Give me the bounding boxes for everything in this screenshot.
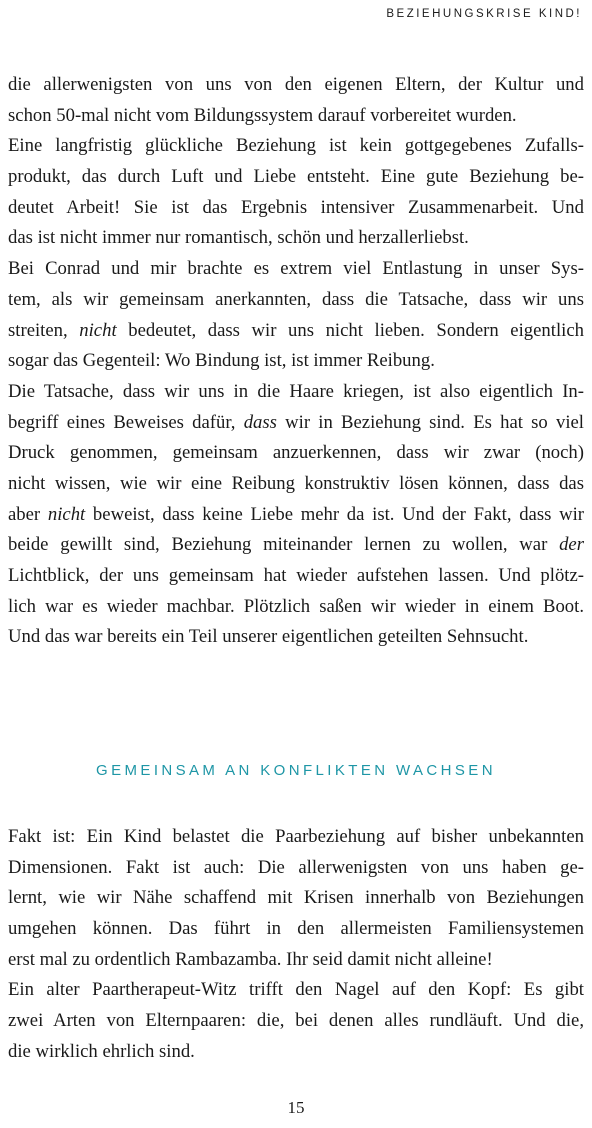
- text-line: [8, 408, 584, 439]
- text-line: erst mal zu ordentlich Rambazamba. Ihr seid damit nicht alleine!: [8, 948, 493, 970]
- text-line: lernt, wie wir Nähe schaffend mit Krisen innerhalb von Beziehungen: [8, 887, 584, 909]
- line-text-after: bedeutet, dass wir uns nicht lieben. Sondern eigentlich: [116, 319, 584, 341]
- emphasized-word: nicht: [47, 503, 86, 525]
- text-line: die wirklich ehrlich sind.: [8, 1040, 195, 1062]
- text-line: [8, 316, 584, 347]
- text-line: Bei Conrad und mir brachte es extrem viel Entlastung in unser Sys-: [8, 258, 584, 280]
- body-text-block-1: [8, 70, 584, 653]
- running-header: BEZIEHUNGSKRISE KIND!: [386, 8, 582, 20]
- emphasized-word: der: [559, 534, 584, 556]
- emphasized-word: nicht: [79, 319, 117, 341]
- text-line: zwei Arten von Elternpaaren: die, bei denen alles rundläuft. Und die,: [8, 1010, 584, 1032]
- text-line: produkt, das durch Luft und Liebe entsteht. Eine gute Beziehung be-: [8, 166, 584, 188]
- text-line: nicht wissen, wie wir eine Reibung konstruktiv lösen können, dass das: [8, 472, 584, 494]
- page-number: 15: [287, 1098, 305, 1117]
- line-text-before: begriff eines Beweises dafür,: [8, 411, 244, 433]
- text-line: tem, als wir gemeinsam anerkannten, dass die Tatsache, dass wir uns: [8, 288, 584, 310]
- text-line: Ein alter Paartherapeut-Witz trifft den Nagel auf den Kopf: Es gibt: [8, 979, 584, 1001]
- text-line: Lichtblick, der uns gemeinsam hat wieder aufstehen lassen. Und plötz-: [8, 565, 584, 586]
- emphasized-word: dass: [243, 411, 277, 433]
- text-line: lich war es wieder machbar. Plötzlich saßen wir wieder in einem Boot.: [8, 595, 584, 617]
- text-line: die allerwenigsten von uns von den eigenen Eltern, der Kultur und: [8, 74, 584, 95]
- text-line: Die Tatsache, dass wir uns in die Haare kriegen, ist also eigentlich In-: [8, 380, 584, 402]
- line-text-before: streiten,: [8, 319, 80, 341]
- line-text-after: beweist, dass keine Liebe mehr da ist. Und der Fakt, dass wir: [85, 503, 585, 525]
- text-line: deutet Arbeit! Sie ist das Ergebnis intensiver Zusammenarbeit. Und: [8, 196, 584, 218]
- text-line: sogar das Gegenteil: Wo Bindung ist, ist immer Reibung.: [8, 350, 435, 372]
- text-line: [8, 500, 584, 531]
- line-text-after: wir in Beziehung sind. Es hat so viel: [276, 411, 584, 433]
- text-line: umgehen können. Das führt in den allermeisten Familiensystemen: [8, 918, 584, 940]
- line-text-before: beide gewillt sind, Beziehung miteinander lernen zu wollen, war: [8, 534, 560, 556]
- text-line: [8, 530, 584, 561]
- text-line: Dimensionen. Fakt ist auch: Die allerwenigsten von uns haben ge-: [8, 856, 584, 878]
- text-line: das ist nicht immer nur romantisch, schön und herzallerliebst.: [8, 227, 469, 249]
- line-text-before: aber: [8, 503, 48, 525]
- text-line: Druck genommen, gemeinsam anzuerkennen, dass wir zwar (noch): [8, 442, 584, 464]
- text-line: Eine langfristig glückliche Beziehung ist kein gottgegebenes Zufalls-: [8, 135, 584, 157]
- body-text-block-2: [8, 822, 584, 1068]
- section-heading: GEMEINSAM AN KONFLIKTEN WACHSEN: [96, 762, 496, 779]
- text-line: Und das war bereits ein Teil unserer eigentlichen geteilten Sehnsucht.: [8, 626, 529, 648]
- text-line: Fakt ist: Ein Kind belastet die Paarbeziehung auf bisher unbekannten: [8, 826, 584, 847]
- text-line: schon 50-mal nicht vom Bildungssystem darauf vorbereitet wurden.: [8, 104, 517, 126]
